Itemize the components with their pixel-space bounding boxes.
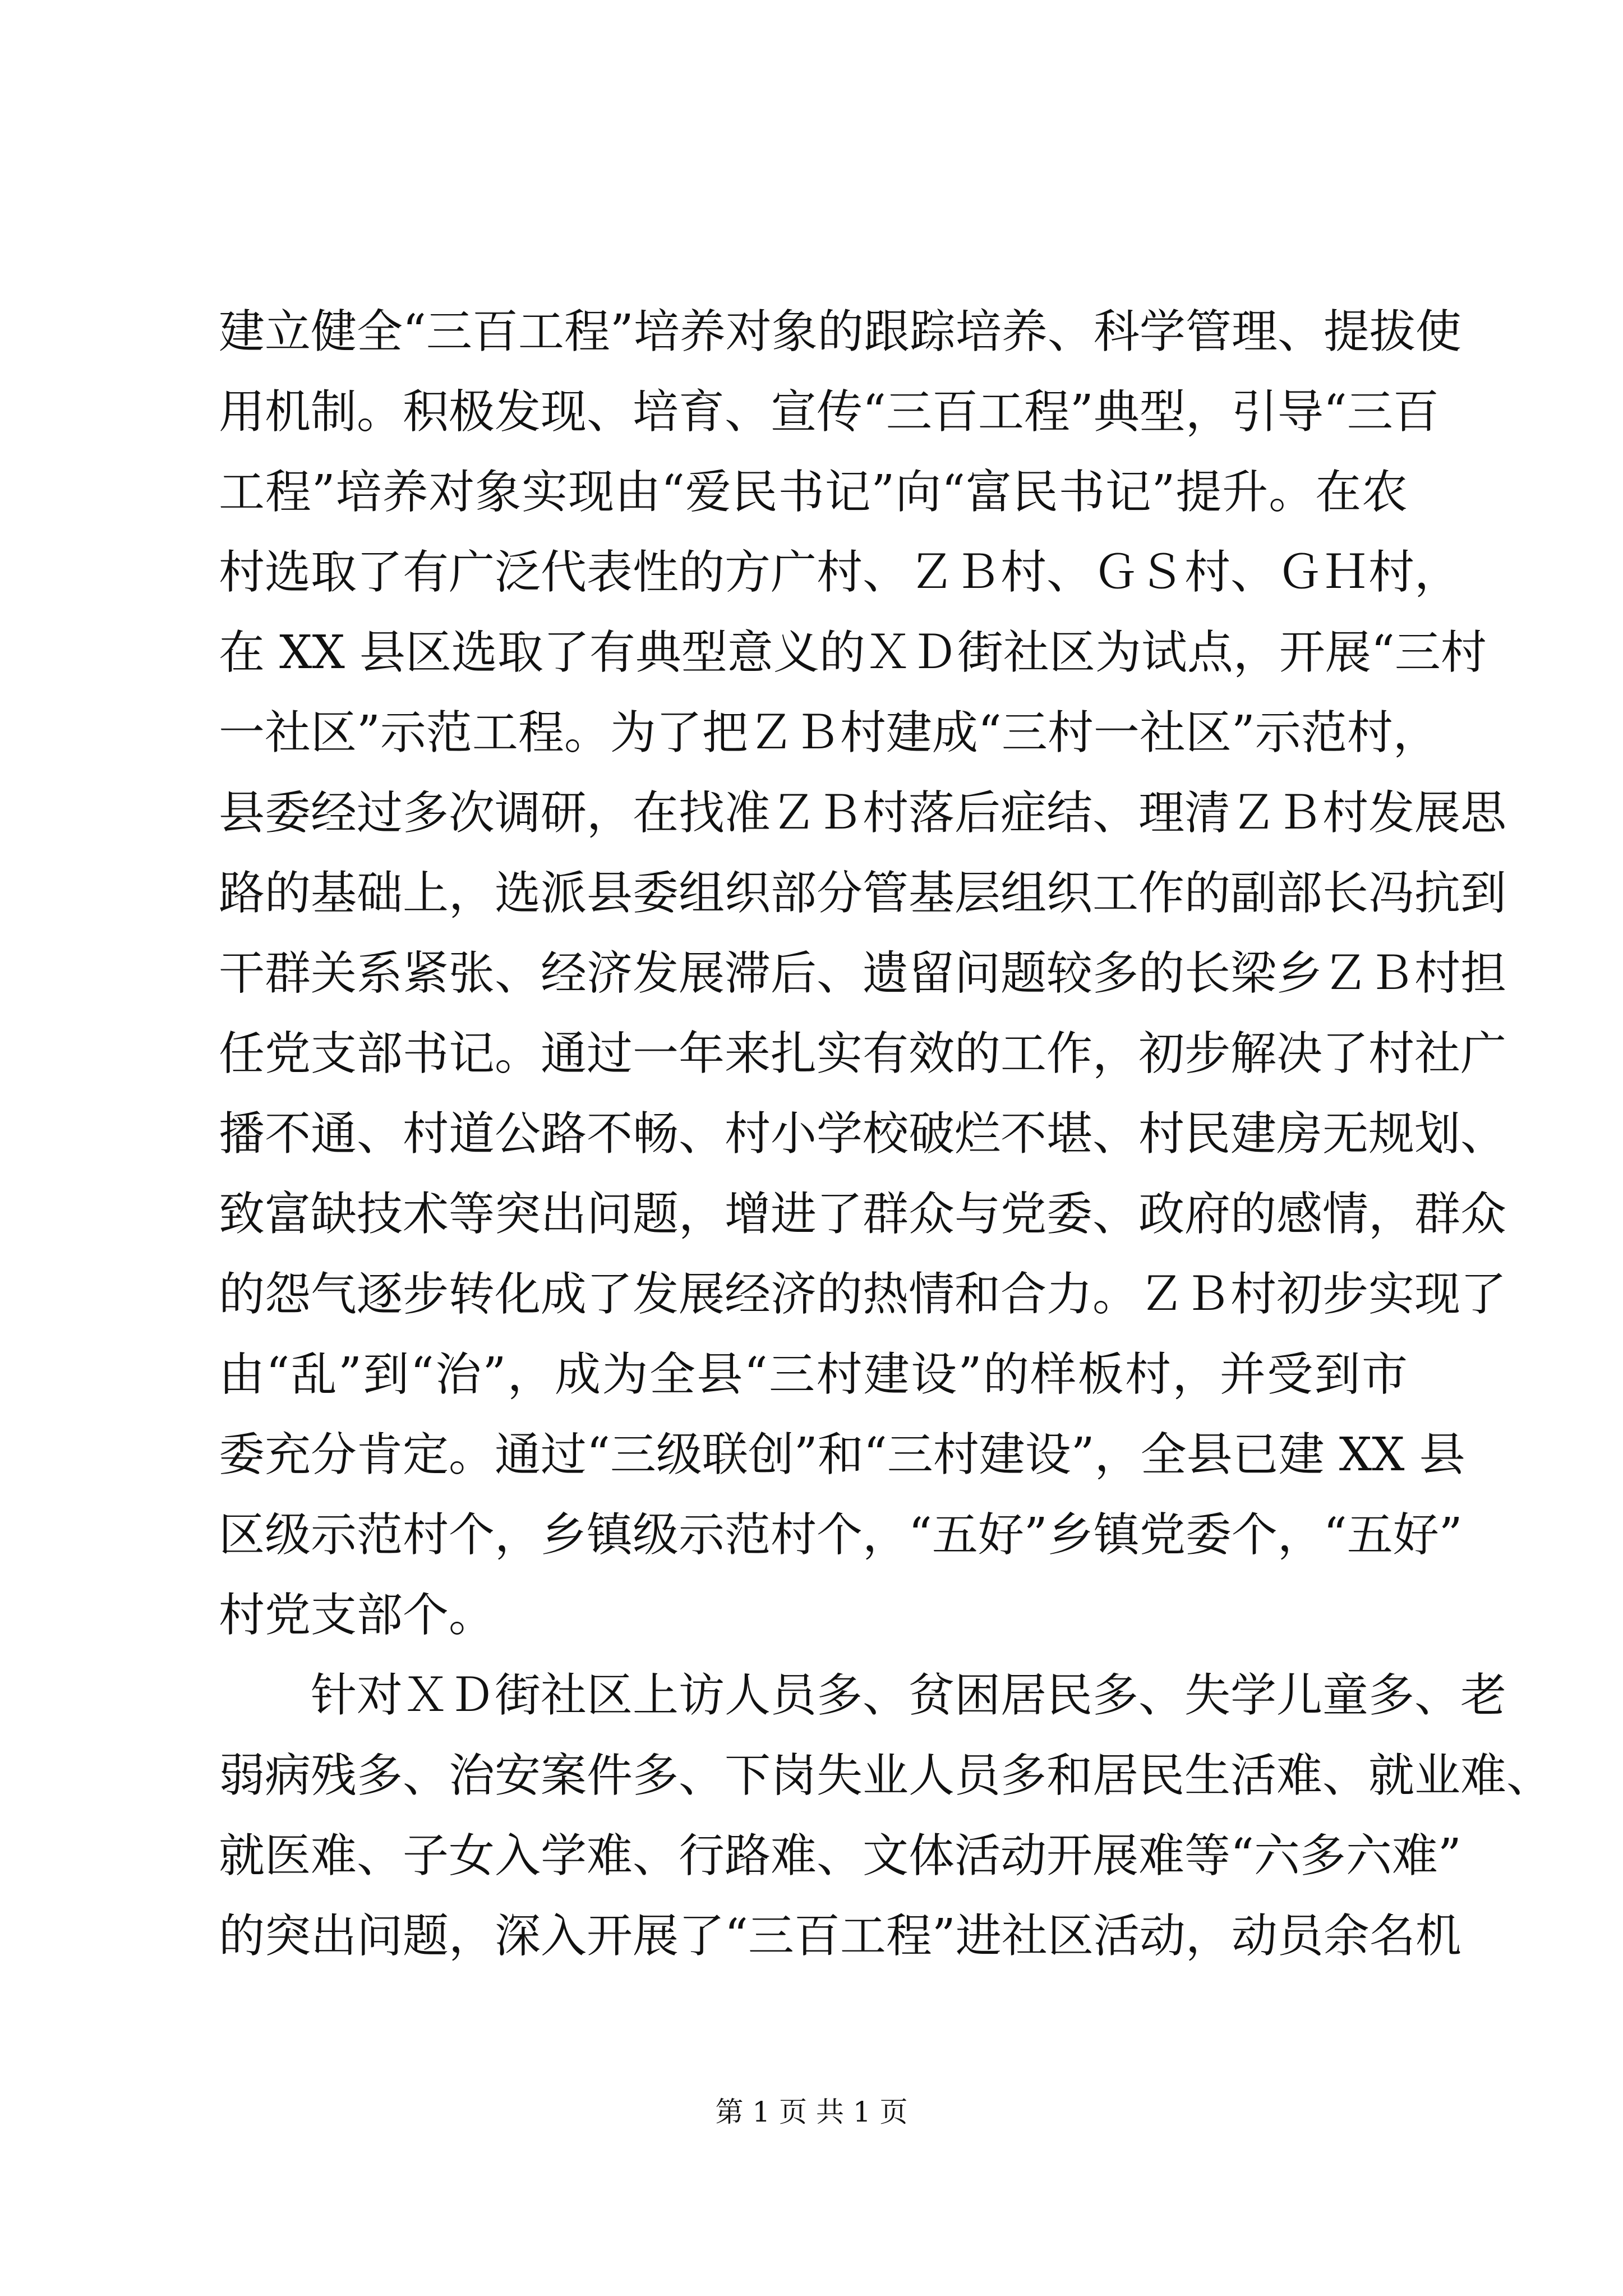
text-line: 任党支部书记。通过一年来扎实有效的工作，初步解决了村社广	[219, 1027, 1507, 1080]
text-line: 的突出问题，深入开展了“三百工程”进社区活动，动员余名机	[219, 1910, 1461, 1963]
text-line: 区级示范村个，乡镇级示范村个，“五好”乡镇党委个，“五好”	[219, 1508, 1463, 1562]
text-line: 用机制。积极发现、培育、宣传“三百工程”典型，引导“三百	[219, 385, 1439, 439]
text-line: 建立健全“三百工程”培养对象的跟踪培养、科学管理、提拔使	[219, 305, 1461, 358]
text-line: 致富缺技术等突出问题，增进了群众与党委、政府的感情，群众	[219, 1188, 1507, 1241]
text-line: 路的基础上，选派县委组织部分管基层组织工作的副部长冯抗到	[219, 867, 1507, 920]
page-footer	[0, 2092, 1623, 2132]
text-line: 委充分肯定。通过“三级联创”和“三村建设”，全县已建 XX 县	[219, 1428, 1465, 1481]
text-line: 干群关系紧张、经济发展滞后、遗留问题较多的长梁乡ＺＢ村担	[219, 947, 1507, 1000]
text-line: 播不通、村道公路不畅、村小学校破烂不堪、村民建房无规划、	[219, 1107, 1507, 1161]
page-number-label: 第 1 页 共 1 页	[715, 2096, 908, 2128]
document-body	[219, 292, 1553, 1976]
text-line: 就医难、子女入学难、行路难、文体活动开展难等“六多六难”	[219, 1829, 1461, 1883]
text-line: 在 XX 县区选取了有典型意义的ＸＤ街社区为试点，开展“三村	[219, 626, 1487, 679]
text-line: 针对ＸＤ街社区上访人员多、贫困居民多、失学儿童多、老	[311, 1669, 1507, 1722]
paragraph-1	[219, 292, 1507, 1655]
text-line: 的怨气逐步转化成了发展经济的热情和合力。ＺＢ村初步实现了	[219, 1268, 1507, 1321]
text-line: 弱病残多、治安案件多、下岗失业人员多和居民生活难、就业难、	[219, 1749, 1553, 1802]
text-line: 工程”培养对象实现由“爱民书记”向“富民书记”提升。在农	[219, 466, 1408, 519]
paragraph-2	[219, 1655, 1553, 1976]
text-line: 村选取了有广泛代表性的方广村、ＺＢ村、ＧＳ村、ＧＨ村，	[219, 546, 1461, 599]
text-line: 由“乱”到“治”，成为全县“三村建设”的样板村，并受到市	[219, 1348, 1408, 1401]
text-line: 县委经过多次调研，在找准ＺＢ村落后症结、理清ＺＢ村发展思	[219, 786, 1507, 840]
text-line: 村党支部个。	[219, 1589, 495, 1642]
text-line: 一社区”示范工程。为了把ＺＢ村建成“三村一社区”示范村，	[219, 706, 1439, 760]
